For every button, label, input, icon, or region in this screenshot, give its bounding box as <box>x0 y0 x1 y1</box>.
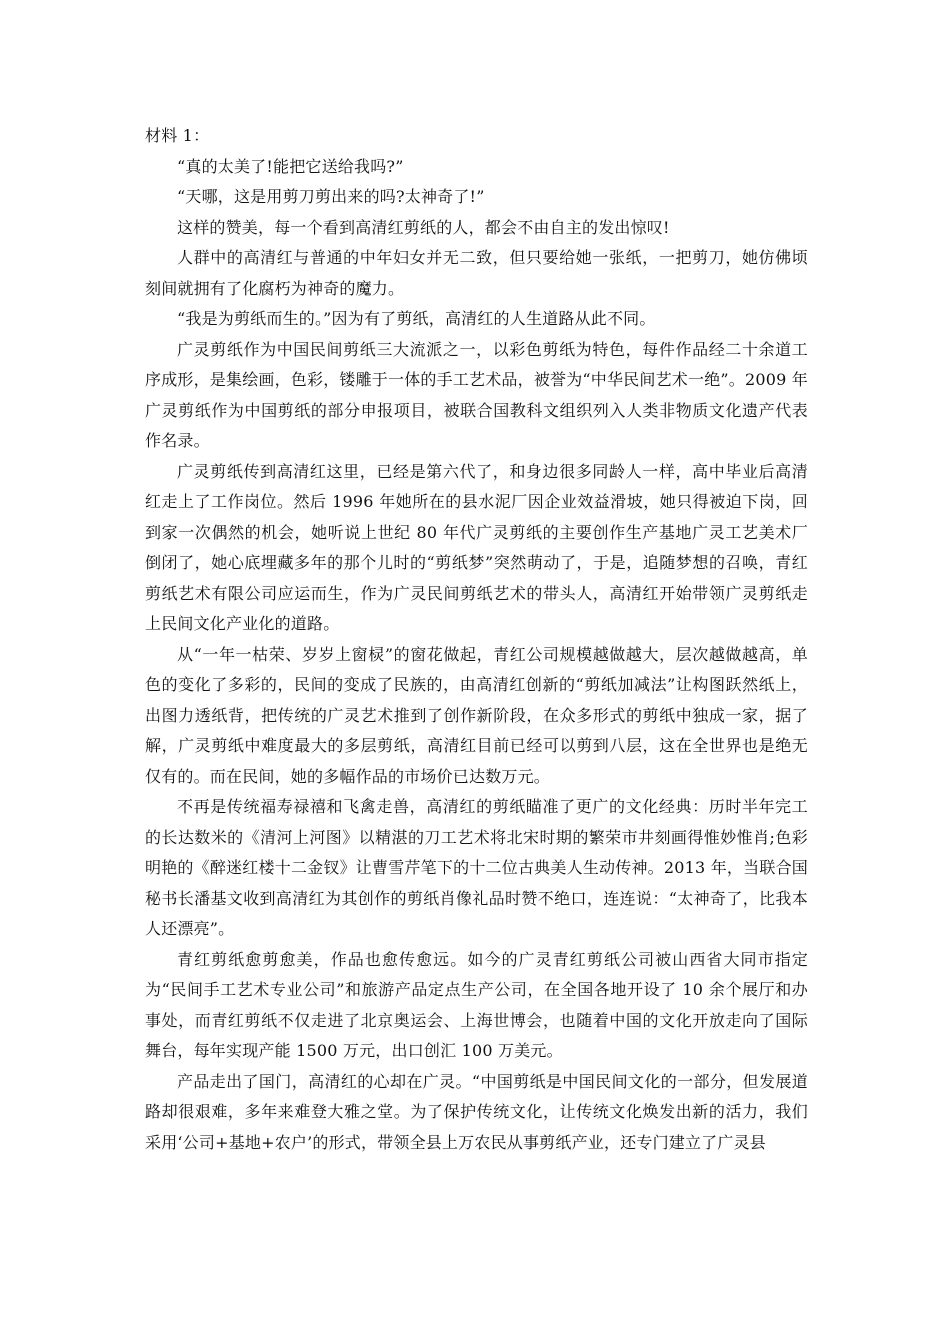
paragraph: 广灵剪纸传到高清红这里，已经是第六代了，和身边很多同龄人一样，高中毕业后高清红走上了工作岗位。然后 1996 年她所在的县水泥厂因企业效益滑坡，她只得被迫下岗，回到家一次偶然的机会，她听说上世纪 80 年代广灵剪纸的主要创作生产基地广灵工艺美术厂倒闭了，她心底埋藏多年的那个儿时的“剪纸梦”突然萌动了，于是，追随梦想的召唤，青红剪纸艺术有限公司应运而生，作为广灵民间剪纸艺术的带头人，高清红开始带领广灵剪纸走上民间文化产业化的道路。 <box>145 461 808 633</box>
material-heading: 材料 1： <box>145 126 210 145</box>
paragraph: 这样的赞美，每一个看到高清红剪纸的人，都会不由自主的发出惊叹! <box>177 217 670 237</box>
paragraph: 人群中的高清红与普通的中年妇女并无二致，但只要给她一张纸，一把剪刀，她仿佛顷刻间就拥有了化腐朽为神奇的魔力。 <box>145 248 808 298</box>
paragraph: “真的太美了!能把它送给我吗?” <box>177 156 404 176</box>
paragraph: 青红剪纸愈剪愈美，作品也愈传愈远。如今的广灵青红剪纸公司被山西省大同市指定为“民间手工艺术专业公司”和旅游产品定点生产公司，在全国各地开设了 10 余个展厅和办事处，而青红剪纸不仅走进了北京奥运会、上海世博会，也随着中国的文化开放走向了国际舞台，每年实现产能 1500 万元，出口创汇 100 万美元。 <box>145 949 808 1060</box>
paragraph: 不再是传统福寿禄禧和飞禽走兽，高清红的剪纸瞄准了更广的文化经典：历时半年完工的长达数米的《清河上河图》以精湛的刀工艺术将北宋时期的繁荣市井刻画得惟妙惟肖;色彩明艳的《醉迷红楼十二金钗》让曹雪芹笔下的十二位古典美人生动传神。2013 年，当联合国秘书长潘基文收到高清红为其创作的剪纸肖像礼品时赞不绝口，连连说：“太神奇了，比我本人还漂亮”。 <box>145 797 808 938</box>
paragraph: “我是为剪纸而生的。”因为有了剪纸，高清红的人生道路从此不同。 <box>177 309 656 328</box>
document-body <box>145 121 808 1158</box>
paragraph: 广灵剪纸作为中国民间剪纸三大流派之一，以彩色剪纸为特色，每件作品经二十余道工序成形，是集绘画，色彩，镂雕于一体的手工艺术品，被誉为“中华民间艺术一绝”。2009 年广灵剪纸作为中国剪纸的部分申报项目，被联合国教科文组织列入人类非物质文化遗产代表作名录。 <box>145 339 808 450</box>
paragraph: 产品走出了国门，高清红的心却在广灵。“中国剪纸是中国民间文化的一部分，但发展道路却很艰难，多年来难登大雅之堂。为了保护传统文化，让传统文化焕发出新的活力，我们采用‘公司+基地+农户’的形式，带领全县上万农民从事剪纸产业，还专门建立了广灵县 <box>145 1071 808 1152</box>
paragraph: “天哪，这是用剪刀剪出来的吗?太神奇了!” <box>177 187 485 206</box>
paragraph: 从“一年一枯荣、岁岁上窗棂”的窗花做起，青红公司规模越做越大，层次越做越高，单色的变化了多彩的，民间的变成了民族的，由高清红创新的“剪纸加减法”让构图跃然纸上，出图力透纸背，把传统的广灵艺术推到了创作新阶段，在众多形式的剪纸中独成一家，据了解，广灵剪纸中难度最大的多层剪纸，高清红目前已经可以剪到八层，这在全世界也是绝无仅有的。而在民间，她的多幅作品的市场价已达数万元。 <box>145 644 808 786</box>
